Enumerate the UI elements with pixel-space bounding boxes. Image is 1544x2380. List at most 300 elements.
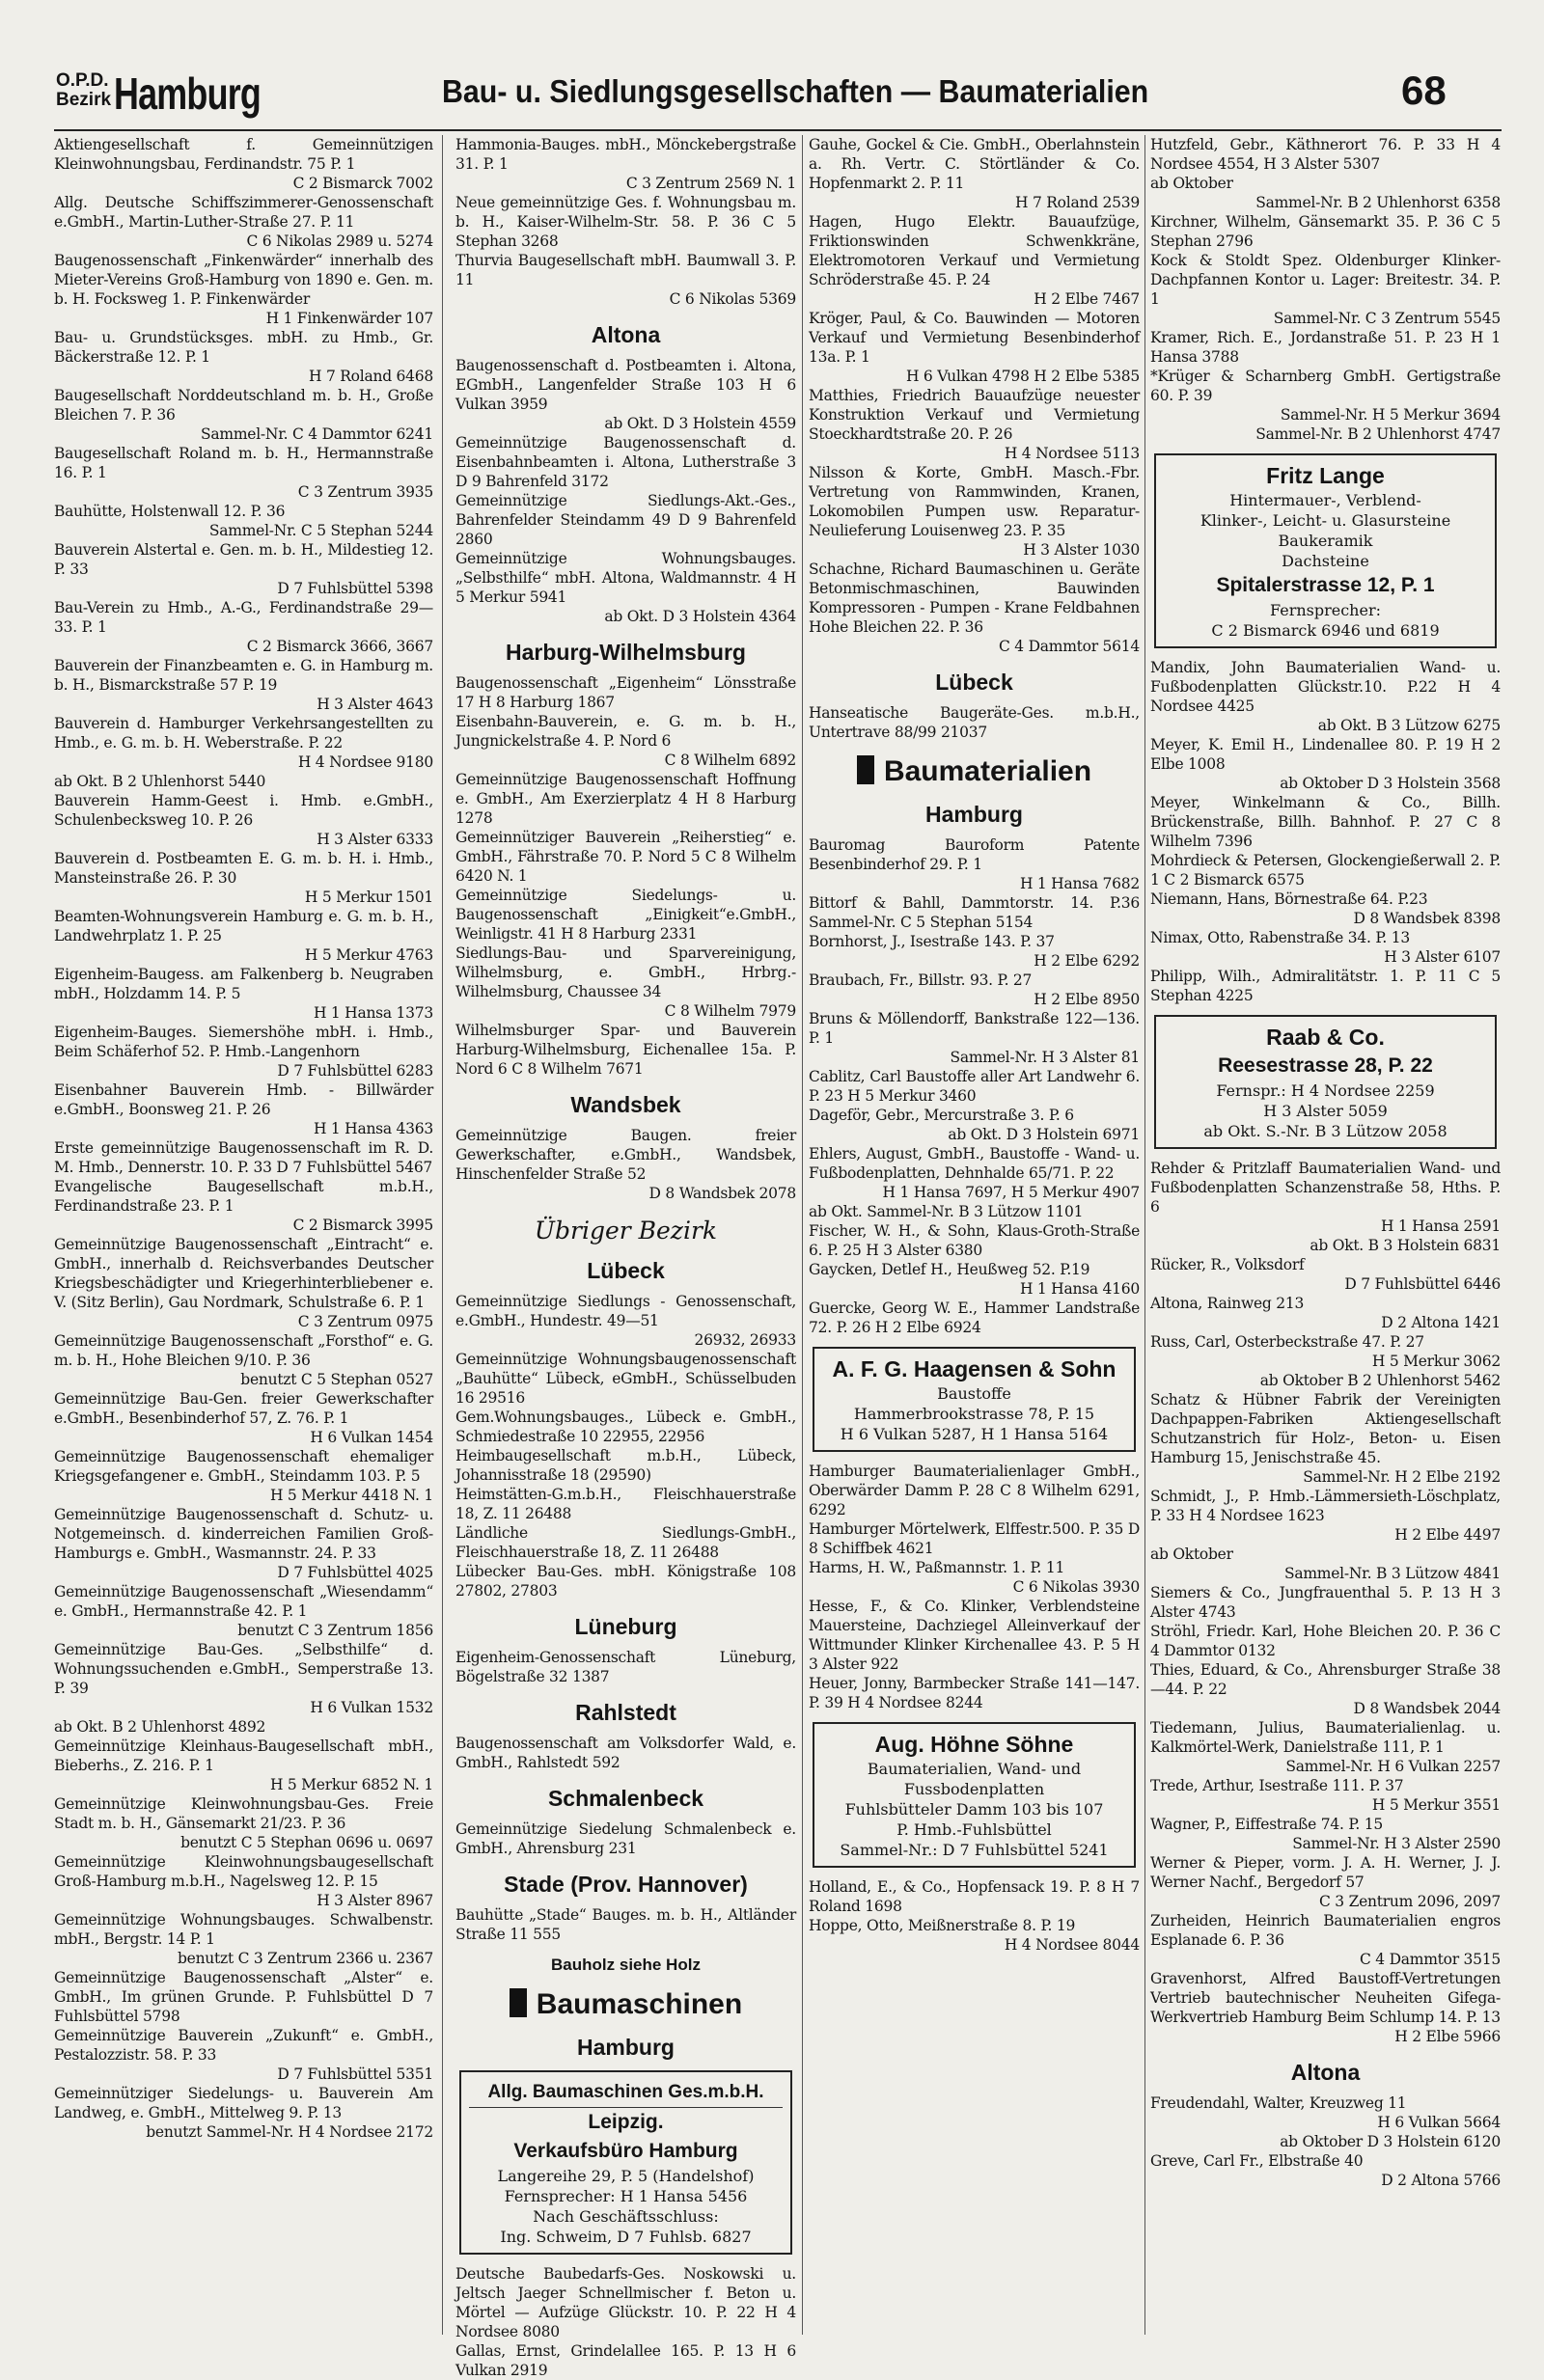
entry-phone: H 3 Alster 4643 xyxy=(317,696,433,713)
advertisement-line: H 6 Vulkan 5287, H 1 Hansa 5164 xyxy=(840,1425,1109,1443)
directory-entry xyxy=(455,1648,796,1686)
entry-text: Baugesellschaft Roland m. b. H., Hermannstraße 16. P. 1 xyxy=(54,445,433,481)
entry-text: Bauverein Hamm-Geest i. Hmb. e.GmbH., Schulenbecksweg 10. P. 26 xyxy=(54,792,433,829)
directory-entry xyxy=(455,1819,796,1858)
advertisement-line: Hintermauer-, Verblend- xyxy=(1229,491,1421,509)
directory-entry xyxy=(809,1597,1140,1674)
bezirk-label: Bezirk xyxy=(56,90,112,110)
directory-entry xyxy=(809,386,1140,463)
entry-text: Gem.Wohnungsbauges., Lübeck e. GmbH., Schmiedestraße 10 22955, 22956 xyxy=(455,1409,796,1445)
advertisement-line: Fernspr.: H 4 Nordsee 2259 xyxy=(1216,1081,1435,1100)
directory-entry xyxy=(54,386,433,444)
advertisement-line: Nach Geschäftsschluss: xyxy=(533,2207,719,2226)
entry-text: Meyer, Winkelmann & Co., Billh. Brückenstraße, Billh. Bahnhof. P. 27 C 8 Wilhelm 7396 xyxy=(1150,794,1501,850)
directory-entry xyxy=(809,1106,1140,1144)
advertisement-line: Langereihe 29, P. 5 (Handelshof) xyxy=(497,2167,755,2185)
entry-phone: H 5 Merkur 4418 N. 1 xyxy=(269,1487,433,1504)
directory-entry xyxy=(54,772,433,791)
entry-phone: Sammel-Nr. C 3 Zentrum 5545 xyxy=(1273,310,1501,327)
opd-label: O.P.D. xyxy=(56,70,109,91)
entry-phone: H 6 Vulkan 1454 xyxy=(310,1429,433,1446)
entry-text: Evangelische Baugesellschaft m.b.H., Ferdinandstraße 23. P. 1 xyxy=(54,1178,433,1215)
directory-entry xyxy=(455,1523,796,1562)
directory-entry xyxy=(809,1221,1140,1260)
advertisement-line: Leipzig. xyxy=(588,2111,664,2133)
entry-phone: ab Oktober D 3 Holstein 6120 xyxy=(1280,2133,1501,2150)
directory-entry xyxy=(54,907,433,965)
entry-text: Eisenbahner Bauverein Hmb. - Billwärder e.GmbH., Boonsweg 21. P. 26 xyxy=(54,1081,433,1118)
directory-entry xyxy=(54,1852,433,1910)
entry-text: Bauhütte „Stade“ Bauges. m. b. H., Altländer Straße 11 555 xyxy=(455,1906,796,1943)
directory-entry xyxy=(455,549,796,626)
entry-phone: Sammel-Nr. H 3 Alster 81 xyxy=(950,1049,1140,1066)
directory-entry xyxy=(1150,212,1501,251)
section-heading: Schmalenbeck xyxy=(547,1786,704,1811)
entry-text: Gemeinnützige Baugenossenschaft Hoffnung e. GmbH., Am Exerzierplatz 4 H 8 Harburg 1278 xyxy=(455,771,796,827)
directory-entry xyxy=(455,2341,796,2380)
entry-text: Baugenossenschaft „Eigenheim“ Lönsstraße 17 H 8 Harburg 1867 xyxy=(455,674,796,711)
entry-text: Zurheiden, Heinrich Baumaterialien engros Esplanade 6. P. 36 xyxy=(1150,1912,1501,1949)
directory-entry xyxy=(54,849,433,907)
entry-phone: Sammel-Nr. H 6 Vulkan 2257 xyxy=(1285,1758,1501,1775)
entry-phone: C 2 Bismarck 3995 xyxy=(292,1217,433,1234)
entry-text: ab Okt. B 2 Uhlenhorst 5440 xyxy=(54,773,266,790)
section-heading: Harburg-Wilhelmsburg xyxy=(506,640,746,665)
entry-text: Greve, Carl Fr., Elbstraße 40 xyxy=(1150,2152,1364,2170)
entry-text: Hamburger Mörtelwerk, Elffestr.500. P. 35 D 8 Schiffbek 4621 xyxy=(809,1520,1140,1557)
directory-entry xyxy=(54,1447,433,1505)
entry-text: ab Okt. Sammel-Nr. B 3 Lützow 1101 xyxy=(809,1203,1084,1220)
entry-phone: H 6 Vulkan 5664 xyxy=(1377,2114,1501,2131)
entry-text: Schatz & Hübner Fabrik der Vereinigten Dachpappen-Fabriken Aktiengesellschaft Schutzanstrich für Holz-, Beton- u. Eisen Hamburg 15, Jenischstraße 45. xyxy=(1150,1391,1501,1466)
entry-text: Bauverein Alstertal e. Gen. m. b. H., Mildestieg 12. P. 33 xyxy=(54,541,433,578)
entry-text: Schmidt, J., P. Hmb.-Lämmersieth-Löschplatz, P. 33 H 4 Nordsee 1623 xyxy=(1150,1488,1501,1524)
advertisement-line: ab Okt. S.-Nr. B 3 Lützow 2058 xyxy=(1203,1122,1448,1140)
entry-text: Hagen, Hugo Elektr. Bauaufzüge, Friktionswinden Schwenkkräne, Elektromotoren Verkauf und Vermietung Schröderstraße 45. P. 24 xyxy=(809,213,1140,288)
entry-text: Niemann, Hans, Börnestraße 64. P.23 xyxy=(1150,890,1428,908)
entry-text: Russ, Carl, Osterbeckstraße 47. P. 27 xyxy=(1150,1333,1424,1351)
advertisement-line: C 2 Bismarck 6946 und 6819 xyxy=(1211,621,1440,640)
category-heading-text: Baumaterialien xyxy=(883,755,1092,787)
advertisement-line: Dachsteine xyxy=(1282,552,1369,570)
advertisement-line: Reesestrasse 28, P. 22 xyxy=(1218,1054,1433,1077)
directory-entry xyxy=(54,656,433,714)
directory-entry xyxy=(455,944,796,1021)
directory-entry xyxy=(54,598,433,656)
directory-entry xyxy=(455,673,796,712)
directory-entry xyxy=(1150,1390,1501,1487)
entry-phone: C 2 Bismarck 3666, 3667 xyxy=(246,638,433,655)
entry-phone: H 1 Hansa 1373 xyxy=(313,1004,433,1022)
entry-text: Werner & Pieper, vorm. J. A. H. Werner, J. J. Werner Nachf., Bergedorf 57 xyxy=(1150,1854,1501,1891)
entry-text: Siemers & Co., Jungfrauenthal 5. P. 13 H 3 Alster 4743 xyxy=(1150,1584,1501,1621)
entry-text: Bauromag Bauroform Patente Besenbinderhof 29. P. 1 xyxy=(809,836,1140,873)
advertisement-line: Sammel-Nr.: D 7 Fuhlsbüttel 5241 xyxy=(840,1841,1109,1859)
entry-text: Thies, Eduard, & Co., Ahrensburger Straße 38—44. P. 22 xyxy=(1150,1661,1501,1698)
entry-text: ab Oktober xyxy=(1150,175,1233,192)
column-divider xyxy=(442,135,443,2335)
entry-phone: Sammel-Nr. C 5 Stephan 5244 xyxy=(208,522,433,539)
entry-text: *Krüger & Scharnberg GmbH. Gertigstraße 60. P. 39 xyxy=(1150,368,1501,404)
section-heading: Hamburg xyxy=(577,2035,675,2060)
directory-entry xyxy=(54,1640,433,1717)
directory-entry xyxy=(54,1794,433,1852)
entry-text: Hoppe, Otto, Meißnerstraße 8. P. 19 xyxy=(809,1917,1076,1934)
entry-phone: ab Oktober D 3 Holstein 3568 xyxy=(1280,775,1501,792)
entry-phone: Sammel-Nr. B 2 Uhlenhorst 4747 xyxy=(1255,425,1501,443)
directory-entry xyxy=(809,932,1140,971)
directory-entry xyxy=(54,791,433,849)
entry-phone: D 8 Wandsbek 2078 xyxy=(648,1185,796,1202)
directory-entry xyxy=(1150,1969,1501,2046)
directory-entry xyxy=(455,1485,796,1523)
entry-text: Bauhütte, Holstenwall 12. P. 36 xyxy=(54,503,286,520)
entry-text: Baugenossenschaft am Volksdorfer Wald, e. GmbH., Rahlstedt 592 xyxy=(455,1735,796,1771)
directory-entry xyxy=(54,328,433,386)
entry-text: Matthies, Friedrich Bauaufzüge neuester Konstruktion Verkauf und Vermietung Stoeckhardtstraße 20. P. 26 xyxy=(809,387,1140,443)
advertisement-box xyxy=(1154,1015,1497,1149)
entry-text: Hammonia-Bauges. mbH., Mönckebergstraße 31. P. 1 xyxy=(455,136,796,173)
entry-text: Hamburger Baumaterialienlager GmbH., Oberwärder Damm P. 28 C 8 Wilhelm 6291, 6292 xyxy=(809,1463,1140,1518)
entry-text: Gemeinnützige Kleinhaus-Baugesellschaft mbH., Bieberhs., Z. 216. P. 1 xyxy=(54,1737,433,1774)
directory-entry xyxy=(54,1023,433,1081)
directory-entry xyxy=(455,491,796,549)
entry-text: Altona, Rainweg 213 xyxy=(1150,1295,1305,1312)
entry-phone: H 1 Hansa 2591 xyxy=(1380,1217,1501,1235)
entry-text: Ländliche Siedlungs-GmbH., Fleischhauerstraße 18, Z. 11 26488 xyxy=(455,1524,796,1561)
directory-entry xyxy=(1150,367,1501,444)
entry-text: Gemeinnützige Baugen. freier Gewerkschafter, e.GmbH., Wandsbek, Hinschenfelder Straße 52 xyxy=(455,1127,796,1183)
directory-entry xyxy=(54,251,433,328)
advertisement-line: Allg. Baumaschinen Ges.m.b.H. xyxy=(469,2078,783,2108)
entry-phone: C 3 Zentrum 0975 xyxy=(297,1313,433,1330)
entry-text: Gemeinnützige Baugenossenschaft ehemaliger Kriegsgefangener e. GmbH., Steindamm 103. P. 5 xyxy=(54,1448,433,1485)
entry-text: Meyer, K. Emil H., Lindenallee 80. P. 19 H 2 Elbe 1008 xyxy=(1150,736,1501,773)
directory-entry xyxy=(809,835,1140,893)
entry-text: Gemeinnützige Siedelungs- u. Baugenossenschaft „Einigkeit“e.GmbH., Weinligstr. 41 H 8 Harburg 2331 xyxy=(455,887,796,943)
directory-entry xyxy=(1150,1660,1501,1718)
entry-phone: C 8 Wilhelm 6892 xyxy=(664,752,796,769)
column-3 xyxy=(809,135,1140,2335)
directory-entry xyxy=(809,1558,1140,1597)
entry-phone: ab Okt. D 3 Holstein 4559 xyxy=(604,415,796,432)
directory-entry xyxy=(54,1717,433,1737)
entry-text: Dageför, Gebr., Mercurstraße 3. P. 6 xyxy=(809,1107,1074,1124)
entry-text: Wilhelmsburger Spar- und Bauverein Harburg-Wilhelmsburg, Eichenallee 15a. P. Nord 6 C 8 Wilhelm 7671 xyxy=(455,1022,796,1078)
entry-text: Trede, Arthur, Isestraße 111. P. 37 xyxy=(1150,1777,1404,1794)
section-heading: Wandsbek xyxy=(570,1092,681,1117)
entry-text: Hanseatische Baugeräte-Ges. m.b.H., Untertrave 88/99 21037 xyxy=(809,704,1140,741)
entry-phone: benutzt C 3 Zentrum 2366 u. 2367 xyxy=(177,1950,433,1967)
advertisement-line: Baukeramik xyxy=(1278,532,1373,550)
entry-text: Fischer, W. H., & Sohn, Klaus-Groth-Straße 6. P. 25 H 3 Alster 6380 xyxy=(809,1222,1140,1259)
section-heading: Rahlstedt xyxy=(575,1700,676,1725)
directory-entry xyxy=(54,135,433,193)
directory-entry xyxy=(54,1331,433,1389)
entry-text: Gemeinnützige Wohnungsbauges. Schwalbenstr. mbH., Bergstr. 14 P. 1 xyxy=(54,1911,433,1948)
directory-entry xyxy=(1150,967,1501,1005)
entry-phone: D 7 Fuhlsbüttel 6283 xyxy=(277,1062,433,1080)
entry-text: Hutzfeld, Gebr., Käthnerort 76. P. 33 H 4 Nordsee 4554, H 3 Alster 5307 xyxy=(1150,136,1501,173)
entry-phone: D 2 Altona 5766 xyxy=(1381,2172,1501,2189)
page-header xyxy=(0,29,1544,119)
directory-entry xyxy=(455,1021,796,1079)
directory-entry xyxy=(54,965,433,1023)
directory-entry xyxy=(1150,328,1501,367)
entry-text: Schachne, Richard Baumaschinen u. Geräte Betonmischmaschinen, Bauwinden Kompressoren - Pumpen - Krane Feldbahnen Hohe Bleichen 22. P. 36 xyxy=(809,561,1140,636)
directory-entry xyxy=(54,2084,433,2142)
entry-text: Bornhorst, J., Isestraße 143. P. 37 xyxy=(809,933,1055,950)
entry-text: Gauhe, Gockel & Cie. GmbH., Oberlahnstein a. Rh. Vertr. C. Störtländer & Co. Hopfenmarkt 2. P. 11 xyxy=(809,136,1140,192)
entry-phone: C 2 Bismarck 7002 xyxy=(292,175,433,192)
directory-entry xyxy=(455,433,796,491)
entry-phone: H 1 Hansa 7697, H 5 Merkur 4907 xyxy=(882,1184,1140,1201)
entry-text: Gemeinnützige Siedelung Schmalenbeck e. GmbH., Ahrensburg 231 xyxy=(455,1820,796,1857)
entry-text: Eigenheim-Baugess. am Falkenberg b. Neugraben mbH., Holzdamm 14. P. 5 xyxy=(54,966,433,1002)
entry-phone: Sammel-Nr. B 2 Uhlenhorst 6358 xyxy=(1255,194,1501,211)
directory-entry xyxy=(1150,1815,1501,1853)
entry-text: Bau-Verein zu Hmb., A.-G., Ferdinandstraße 29—33. P. 1 xyxy=(54,599,433,636)
advertisement-line: A. F. G. Haagensen & Sohn xyxy=(832,1356,1117,1381)
entry-phone: C 8 Wilhelm 7979 xyxy=(664,1002,796,1020)
directory-entry xyxy=(1150,251,1501,328)
directory-entry xyxy=(809,1202,1140,1221)
entry-phone: ab Okt. D 3 Holstein 6971 xyxy=(948,1126,1140,1143)
section-heading: Hamburg xyxy=(925,802,1023,827)
entry-text: Guercke, Georg W. E., Hammer Landstraße 72. P. 26 H 2 Elbe 6924 xyxy=(809,1299,1140,1336)
directory-entry xyxy=(1150,135,1501,174)
advertisement-line: Baumaterialien, Wand- und Fussbodenplatten xyxy=(867,1760,1082,1798)
entry-text: Gemeinnütziger Siedelungs- u. Bauverein Am Landweg, e. GmbH., Mittelweg 9. P. 13 xyxy=(54,2085,433,2121)
directory-entry xyxy=(455,1292,796,1350)
directory-entry xyxy=(455,193,796,251)
entry-phone: D 8 Wandsbek 8398 xyxy=(1353,910,1501,927)
entry-phone: ab Okt. B 3 Lützow 6275 xyxy=(1317,717,1501,734)
entry-text: Gemeinnützige Baugenossenschaft „Eintracht“ e. GmbH., innerhalb d. Reichsverbandes Deutscher Kriegsbeschädigter und Kriegerhinterbliebener e. V. (Sitz Berlin), Gau Nordmark, Schulstraße 6. P. 1 xyxy=(54,1236,433,1311)
directory-entry xyxy=(54,1968,433,2026)
directory-entry xyxy=(455,1734,796,1772)
entry-text: Aktiengesellschaft f. Gemeinnützigen Kleinwohnungsbau, Ferdinandstr. 75 P. 1 xyxy=(54,136,433,173)
entry-text: Freudendahl, Walter, Kreuzweg 11 xyxy=(1150,2094,1407,2112)
directory-entry xyxy=(54,1737,433,1794)
entry-text: Heuer, Jonny, Barmbecker Straße 141—147. P. 39 H 4 Nordsee 8244 xyxy=(809,1675,1140,1711)
advertisement-line: Klinker-, Leicht- u. Glasursteine xyxy=(1199,511,1451,530)
directory-entry xyxy=(1150,1545,1501,1583)
directory-entry xyxy=(809,1009,1140,1067)
category-marker-icon xyxy=(510,1988,527,2017)
entry-phone: H 6 Vulkan 4798 H 2 Elbe 5385 xyxy=(905,368,1140,385)
entry-phone: ab Okt. B 3 Holstein 6831 xyxy=(1310,1237,1501,1254)
section-heading: Altona xyxy=(1290,2060,1361,2085)
entry-text: Gravenhorst, Alfred Baustoff-Vertretungen Vertrieb bautechnischer Neuheiten Gifega-Werkvertrieb Hamburg Beim Schlump 14. P. 13 xyxy=(1150,1970,1501,2026)
directory-entry xyxy=(54,540,433,598)
entry-text: Philipp, Wilh., Admiralitätstr. 1. P. 11 C 5 Stephan 4225 xyxy=(1150,968,1501,1004)
entry-phone: H 2 Elbe 7467 xyxy=(1034,290,1140,308)
advertisement-line: Fernsprecher: H 1 Hansa 5456 xyxy=(504,2187,748,2205)
directory-entry xyxy=(54,1910,433,1968)
entry-text: Nimax, Otto, Rabenstraße 34. P. 13 xyxy=(1150,929,1410,946)
directory-entry xyxy=(54,714,433,772)
entry-text: Gemeinnützige Bau-Gen. freier Gewerkschafter e.GmbH., Besenbinderhof 57, Z. 76. P. 1 xyxy=(54,1390,433,1427)
entry-text: Bauverein d. Postbeamten E. G. m. b. H. i. Hmb., Mansteinstraße 26. P. 30 xyxy=(54,850,433,887)
entry-phone: D 7 Fuhlsbüttel 5351 xyxy=(277,2065,433,2083)
cross-reference-note: Bauholz siehe Holz xyxy=(551,1956,701,1974)
advertisement-line: Hammerbrookstrasse 78, P. 15 xyxy=(853,1405,1095,1423)
directory-entry xyxy=(54,1235,433,1331)
entry-phone: H 3 Alster 1030 xyxy=(1023,541,1140,559)
entry-text: Beamten-Wohnungsverein Hamburg e. G. m. b. H., Landwehrplatz 1. P. 25 xyxy=(54,908,433,944)
column-divider xyxy=(1144,135,1145,2335)
entry-phone: 26932, 26933 xyxy=(694,1331,796,1349)
entry-phone: Sammel-Nr. H 2 Elbe 2192 xyxy=(1303,1468,1501,1486)
entry-phone: Sammel-Nr. H 3 Alster 2590 xyxy=(1292,1835,1501,1852)
directory-entry xyxy=(1150,889,1501,928)
advertisement-line: Ing. Schweim, D 7 Fuhlsb. 6827 xyxy=(500,2228,752,2246)
directory-entry xyxy=(455,770,796,828)
entry-text: Gemeinnützige Siedlungs - Genossenschaft, e.GmbH., Hundestr. 49—51 xyxy=(455,1293,796,1329)
directory-entry xyxy=(1150,2093,1501,2151)
directory-entry xyxy=(1150,1255,1501,1294)
entry-text: Nilsson & Korte, GmbH. Masch.-Fbr. Vertretung von Rammwinden, Kranen, Lokomobilen Pumpen usw. Reparatur-Neulieferung Louisenweg 23. P. 35 xyxy=(809,464,1140,539)
entry-text: Gemeinnützige Baugenossenschaft d. Schutz- u. Notgemeinsch. d. kinderreichen Familien Groß-Hamburgs e. GmbH., Wasmannstr. 24. P. 33 xyxy=(54,1506,433,1562)
section-heading: Lüneburg xyxy=(574,1614,677,1639)
entry-text: Gemeinnützige Bau-Ges. „Selbsthilfe“ d. Wohnungssuchenden e.GmbH., Semperstraße 13. P. 39 xyxy=(54,1641,433,1697)
entry-phone: H 2 Elbe 6292 xyxy=(1034,952,1140,970)
advertisement-box xyxy=(813,1347,1136,1452)
section-heading: Altona xyxy=(591,322,661,347)
directory-entry xyxy=(1150,1853,1501,1911)
column-2 xyxy=(455,135,796,2379)
directory-entry xyxy=(809,893,1140,932)
entry-text: Rehder & Pritzlaff Baumaterialien Wand- und Fußbodenplatten Schanzenstraße 58, Hths. P. 6 xyxy=(1150,1160,1501,1216)
entry-phone: H 7 Roland 6468 xyxy=(309,368,433,385)
directory-entry xyxy=(809,1916,1140,1955)
directory-entry xyxy=(455,356,796,433)
column-4 xyxy=(1150,135,1501,2335)
directory-entry xyxy=(809,463,1140,560)
entry-text: Hesse, F., & Co. Klinker, Verblendsteine Mauersteine, Dachziegel Alleinverkauf der Wittmunder Klinker Kirchenallee 43. P. 5 H 3 Alster 922 xyxy=(809,1598,1140,1673)
advertisement-line: H 3 Alster 5059 xyxy=(1263,1102,1388,1120)
directory-entry xyxy=(1150,928,1501,967)
entry-text: Gemeinnützige Wohnungsbauges. „Selbsthilfe“ mbH. Altona, Waldmannstr. 4 H 5 Merkur 5941 xyxy=(455,550,796,606)
entry-text: Kramer, Rich. E., Jordanstraße 51. P. 23 H 1 Hansa 3788 xyxy=(1150,329,1501,366)
directory-entry xyxy=(809,703,1140,742)
entry-text: Neue gemeinnützige Ges. f. Wohnungsbau m. b. H., Kaiser-Wilhelm-Str. 58. P. 36 C 5 Stephan 3268 xyxy=(455,194,796,250)
directory-entry xyxy=(54,1582,433,1640)
advertisement-box xyxy=(459,2070,792,2255)
advertisement-line: P. Hmb.-Fuhlsbüttel xyxy=(896,1820,1052,1839)
entry-phone: H 2 Elbe 8950 xyxy=(1034,991,1140,1008)
entry-phone: C 3 Zentrum 2096, 2097 xyxy=(1319,1893,1501,1910)
entry-text: Gemeinnützige Kleinwohnungsbau-Ges. Freie Stadt m. b. H., Gänsemarkt 21/23. P. 36 xyxy=(54,1795,433,1832)
entry-text: Wagner, P., Eiffestraße 74. P. 15 xyxy=(1150,1816,1383,1833)
entry-phone: benutzt C 5 Stephan 0527 xyxy=(240,1371,433,1388)
entry-phone: ab Oktober B 2 Uhlenhorst 5462 xyxy=(1259,1372,1501,1389)
header-rule xyxy=(54,129,1502,131)
category-heading xyxy=(455,1988,796,2021)
directory-entry xyxy=(455,1350,796,1408)
entry-text: Eigenheim-Genossenschaft Lüneburg, Bögelstraße 32 1387 xyxy=(455,1649,796,1685)
entry-text: Kröger, Paul, & Co. Bauwinden — Motoren Verkauf und Vermietung Besenbinderhof 13a. P. 1 xyxy=(809,310,1140,366)
directory-entry xyxy=(1150,793,1501,851)
entry-phone: H 4 Nordsee 8044 xyxy=(1004,1936,1140,1954)
page-number: 68 xyxy=(1401,68,1447,113)
advertisement-line: Baustoffe xyxy=(937,1384,1011,1403)
entry-phone: H 6 Vulkan 1532 xyxy=(310,1699,433,1716)
section-heading: Lübeck xyxy=(587,1258,665,1283)
entry-phone: H 3 Alster 8967 xyxy=(317,1892,433,1909)
entry-text: Gemeinnützige Baugenossenschaft „Forsthof“ e. G. m. b. H., Hohe Bleichen 9/10. P. 36 xyxy=(54,1332,433,1369)
entry-text: Allg. Deutsche Schiffszimmerer-Genossenschaft e.GmbH., Martin-Luther-Straße 27. P. 11 xyxy=(54,194,433,231)
entry-text: Heimstätten-G.m.b.H., Fleischhauerstraße 18, Z. 11 26488 xyxy=(455,1486,796,1522)
directory-entry xyxy=(809,1674,1140,1712)
section-heading: Lübeck xyxy=(935,670,1013,695)
directory-entry xyxy=(455,1408,796,1446)
entry-phone: H 1 Hansa 7682 xyxy=(1019,875,1140,892)
entry-text: Eisenbahn-Bauverein, e. G. m. b. H., Jungnickelstraße 4. P. Nord 6 xyxy=(455,713,796,750)
entry-text: Gemeinnützige Kleinwohnungsbaugesellschaft Groß-Hamburg m.b.H., Nagelsweg 12. P. 15 xyxy=(54,1853,433,1890)
entry-text: Deutsche Baubedarfs-Ges. Noskowski u. Jeltsch Jaeger Schnellmischer f. Beton u. Mörtel — Aufzüge Glückstr. 10. P. 22 H 4 Nordsee 8080 xyxy=(455,2265,796,2340)
entry-text: Gallas, Ernst, Grindelallee 165. P. 13 H 6 Vulkan 2919 xyxy=(455,2342,796,2379)
entry-phone: C 6 Nikolas 2989 u. 5274 xyxy=(246,233,433,250)
directory-entry xyxy=(1150,174,1501,212)
entry-phone: H 5 Merkur 6852 N. 1 xyxy=(269,1776,433,1793)
advertisement-line: Aug. Höhne Söhne xyxy=(874,1732,1074,1757)
entry-text: Gemeinnützige Bauverein „Zukunft“ e. GmbH., Pestalozzistr. 58. P. 33 xyxy=(54,2027,433,2064)
entry-text: Harms, H. W., Paßmannstr. 1. P. 11 xyxy=(809,1559,1065,1576)
entry-phone: C 4 Dammtor 3515 xyxy=(1360,1951,1501,1968)
entry-phone: H 3 Alster 6333 xyxy=(317,831,433,848)
entry-text: Gemeinnützige Baugenossenschaft „Wiesendamm“ e. GmbH., Hermannstraße 42. P. 1 xyxy=(54,1583,433,1620)
entry-text: Gemeinnütziger Bauverein „Reiherstieg“ e. GmbH., Fährstraße 70. P. Nord 5 C 8 Wilhelm 6420 N. 1 xyxy=(455,829,796,885)
entry-text: Gemeinnützige Wohnungsbaugenossenschaft „Bauhütte“ Lübeck, eGmbH., Schüsselbuden 16 29516 xyxy=(455,1351,796,1407)
directory-entry xyxy=(809,309,1140,386)
directory-entry xyxy=(1150,735,1501,793)
directory-entry xyxy=(809,1877,1140,1916)
entry-phone: C 6 Nikolas 3930 xyxy=(1012,1578,1140,1596)
entry-text: Bauverein der Finanzbeamten e. G. in Hamburg m. b. H., Bismarckstraße 57 P. 19 xyxy=(54,657,433,694)
directory-entry xyxy=(1150,2151,1501,2190)
entry-phone: H 5 Merkur 3062 xyxy=(1371,1353,1501,1370)
entry-phone: H 5 Merkur 4763 xyxy=(304,946,433,964)
section-heading: Stade (Prov. Hannover) xyxy=(504,1872,748,1897)
advertisement-box xyxy=(1154,453,1497,648)
directory-entry xyxy=(54,444,433,502)
directory-entry xyxy=(455,1446,796,1485)
entry-phone: H 2 Elbe 5966 xyxy=(1394,2028,1501,2045)
entry-phone: D 8 Wandsbek 2044 xyxy=(1353,1700,1501,1717)
entry-text: Gaycken, Detlef H., Heußweg 52. P.19 xyxy=(809,1261,1090,1278)
directory-entry xyxy=(455,251,796,309)
column-1 xyxy=(54,135,433,2335)
directory-entry xyxy=(1150,851,1501,889)
directory-entry xyxy=(54,1081,433,1138)
entry-phone: Sammel-Nr. C 4 Dammtor 6241 xyxy=(201,425,433,443)
directory-entry xyxy=(1150,1332,1501,1390)
category-marker-icon xyxy=(857,755,874,784)
directory-entry xyxy=(809,1462,1140,1519)
entry-phone: H 7 Roland 2539 xyxy=(1015,194,1140,211)
directory-entry xyxy=(54,1389,433,1447)
entry-text: Braubach, Fr., Billstr. 93. P. 27 xyxy=(809,971,1033,989)
entry-text: Bruns & Möllendorff, Bankstraße 122—136. P. 1 xyxy=(809,1010,1140,1047)
entry-phone: H 1 Hansa 4160 xyxy=(1019,1280,1140,1298)
directory-entry xyxy=(809,1299,1140,1337)
directory-entry xyxy=(54,502,433,540)
directory-entry xyxy=(455,828,796,886)
entry-text: Bauverein d. Hamburger Verkehrsangestellten zu Hmb., e. G. m. b. H. Weberstraße. P. 22 xyxy=(54,715,433,752)
category-heading xyxy=(809,755,1140,788)
